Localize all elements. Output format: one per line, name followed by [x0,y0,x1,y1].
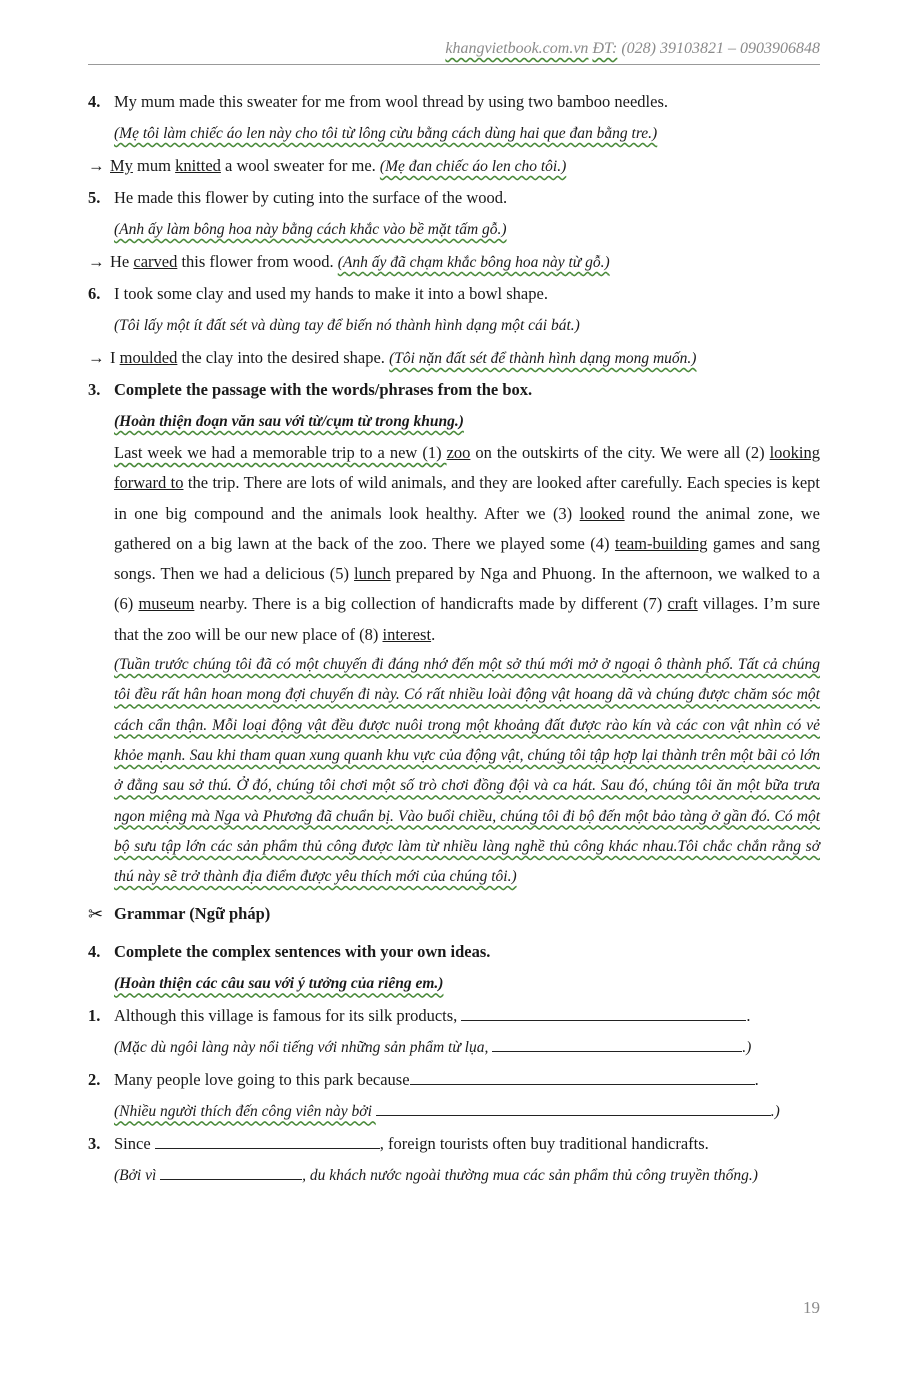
answer-row [88,344,820,376]
question-row: 1. Although this village is famous for its silk products, . [88,1002,820,1034]
question-translation: (Nhiều người thích đến công viên này bởi .) [114,1098,780,1126]
item-number: 4. [88,92,101,111]
header-divider [88,64,820,65]
exercise-heading [88,938,820,970]
exercise-title-vi: (Hoàn thiện đoạn văn sau với từ/cụm từ trong khung.) [114,413,464,430]
question-translation: (Bởi vì , du khách nước ngoài thường mua các sản phẩm thủ công truyền thống.) [114,1162,758,1190]
item-sentence: He made this flower by cuting into the surface of the wood. [114,188,508,207]
answer-row [88,248,820,280]
scissors-icon: ✂ [88,904,104,925]
question-row: 2. Many people love going to this park because . [88,1066,820,1098]
page-header [88,40,820,58]
arrow-icon: → [88,156,105,175]
answer-row [88,152,820,184]
question-translation: (Mặc dù ngôi làng này nổi tiếng với những sản phẩm từ lụa, .) [114,1034,751,1062]
exercise-item [88,184,820,216]
item-translation: (Anh ấy làm bông hoa này bằng cách khắc vào bề mặt tấm gỗ.) [114,221,507,238]
answer-blank[interactable] [492,1035,742,1052]
exercise-title: Complete the passage with the words/phrases from the box. [114,380,533,399]
question-row: 3. Since , foreign tourists often buy traditional handicrafts. [88,1130,820,1162]
item-number: 5. [88,188,101,207]
grammar-title: Grammar (Ngữ pháp) [114,904,271,924]
item-translation-row [88,120,820,152]
item-translation: (Mẹ tôi làm chiếc áo len này cho tôi từ lông cừu bằng cách dùng hai que đan bằng tre.) [114,125,658,142]
question-text: Many people love going to this park because . [114,1070,759,1090]
answer-sentence: My mum knitted a wool sweater for me. (Mẹ đan chiếc áo len cho tôi.) [110,156,567,175]
answer-blank[interactable] [410,1068,755,1085]
exercise-number: 4. [88,942,101,962]
answer-sentence: I moulded the clay into the desired shape. (Tôi nặn đất sét để thành hình dạng mong muốn.) [110,348,697,367]
passage: Last week we had a memorable trip to a new (1) zoo on the outskirts of the city. We were all (2) looking forward to the trip. There are lots of wild animals, and they are looked after carefully. Each species is kept in one big compound and the animals look healthy. After we (3) looked round the animal zone, we gathered on a big lawn at the back of the zoo. There we played some (4) team-building games and sang songs. Then we had a delicious (5) lunch prepared by Nga and Phuong. In the afternoon, we walked to a (6) museum nearby. There is a big collection of handicrafts made by different (7) craft villages. I’m sure that the zoo will be our new place of (8) interest. [114,443,821,644]
item-translation-row [88,312,820,344]
item-translation-row [88,216,820,248]
exercise-heading [88,376,820,408]
arrow-icon: → [88,252,105,271]
answer-blank[interactable] [376,1099,771,1116]
page-content [88,88,820,1194]
exercise-item [88,280,820,312]
exercise-heading-translation [88,970,820,1002]
phone-label: ĐT: [592,40,618,57]
item-translation: (Tôi lấy một ít đất sét và dùng tay để biến nó thành hình dạng một cái bát.) [114,317,580,334]
site-url[interactable]: khangvietbook.com.vn [445,40,589,57]
item-sentence: My mum made this sweater for me from wool thread by using two bamboo needles. [114,92,669,111]
answer-blank[interactable] [160,1163,302,1180]
exercise-title-vi: (Hoàn thiện các câu sau với ý tưởng của riêng em.) [114,975,444,993]
item-sentence: I took some clay and used my hands to make it into a bowl shape. [114,284,548,303]
phone-number: (028) 39103821 – 0903906848 [621,40,820,57]
exercise-heading-translation [88,408,820,440]
answer-blank[interactable] [155,1132,380,1149]
exercise-number: 3. [88,380,101,399]
question-translation-row [88,1162,820,1194]
page-number: 19 [803,1298,820,1317]
item-number: 6. [88,284,101,303]
answer-sentence: He carved this flower from wood. (Anh ấy đã chạm khắc bông hoa này từ gỗ.) [110,252,610,271]
answer-blank[interactable] [461,1004,746,1021]
passage-translation: (Tuần trước chúng tôi đã có một chuyến đi đáng nhớ đến một sở thú mới mở ở ngoại ô thành phố. Tất cả chúng tôi đều rất hân hoan mong đợi chuyến đi này. Có rất nhiều loài động vật hoang dã và chúng được chăm sóc một cách cẩn thận. Mỗi loại động vật đều được nuôi trong một khoảng đất được rào kín và các con vật nhìn có vẻ khỏe mạnh. Sau khi tham quan xung quanh khu vực của động vật, chúng tôi tập hợp lại thành trên một bãi cỏ lớn ở đằng sau sở thú. Ở đó, chúng tôi chơi một số trò chơi đồng đội và ca hát. Sau đó, chúng tôi ăn một bữa trưa ngon miệng mà Nga và Phương đã chuẩn bị. Vào buổi chiều, chúng tôi đi bộ đến một bảo tàng ở gần đó. Có một bộ sưu tập lớn các sản phẩm thủ công được làm từ nhiều làng nghề thủ công khác nhau.Tôi chắc chắn rằng sở thú này sẽ trở thành địa điểm được yêu thích mới của chúng tôi.) [114,656,820,886]
question-text: Although this village is famous for its silk products, . [114,1006,751,1026]
exercise-item [88,88,820,120]
arrow-icon: → [88,348,105,367]
grammar-section [88,900,820,938]
question-translation-row [88,1098,820,1130]
question-text: Since , foreign tourists often buy traditional handicrafts. [114,1134,709,1154]
question-translation-row [88,1034,820,1066]
exercise-title: Complete the complex sentences with your own ideas. [114,942,491,962]
